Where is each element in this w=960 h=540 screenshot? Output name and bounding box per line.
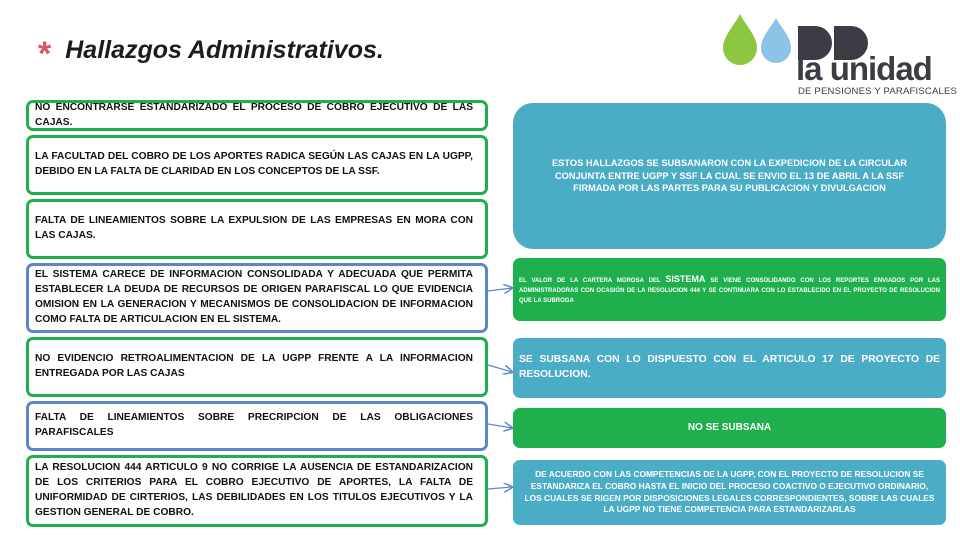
logo-wordmark: la unidad xyxy=(796,50,932,87)
finding-text-7: LA RESOLUCION 444 ARTICULO 9 NO CORRIGE LA AUSENCIA DE ESTANDARIZACION DE LOS CRITERIOS PARA EL COBRO EJECUTIVO DE APORTES, LA FALTA DE UNIFORMIDAD DE CIRTERIOS, LAS DEBILIDADES EN LOS TITULOS EJECUTIVOS Y LA GESTION GENERAL DE COBRO. xyxy=(35,462,473,518)
finding-box-2 xyxy=(26,135,488,195)
finding-box-3 xyxy=(26,199,488,259)
arrow-3 xyxy=(488,424,512,428)
response-box-4 xyxy=(513,408,946,448)
logo-subtitle: DE PENSIONES Y PARAFISCALES xyxy=(798,86,958,97)
finding-text-5: NO EVIDENCIO RETROALIMENTACION DE LA UGPP FRENTE A LA INFORMACION ENTREGADA POR LAS CAJAS xyxy=(35,353,473,379)
finding-box-1 xyxy=(26,100,488,131)
finding-text-3: FALTA DE LINEAMIENTOS SOBRE LA EXPULSION DE LAS EMPRESAS EN MORA CON LAS CAJAS. xyxy=(35,215,473,241)
finding-box-5 xyxy=(26,337,488,397)
finding-box-7 xyxy=(26,455,488,527)
arrow-2 xyxy=(488,365,512,372)
finding-box-4 xyxy=(26,263,488,333)
finding-text-1: NO ENCONTRARSE ESTANDARIZADO EL PROCESO DE COBRO EJECUTIVO DE LAS CAJAS. xyxy=(35,101,473,128)
asterisk-icon: * xyxy=(38,35,52,73)
response-box-2 xyxy=(513,258,946,321)
response-text-3: SE SUBSANA CON LO DISPUESTO CON EL ARTICULO 17 DE PROYECTO DE RESOLUCION. xyxy=(519,354,940,380)
response-text-4: NO SE SUBSANA xyxy=(687,422,772,434)
response-text-1: ESTOS HALLAZGOS SE SUBSANARON CON LA EXPEDICION DE LA CIRCULAR CONJUNTA ENTRE UGPP Y SSF LA CUAL SE ENVIO EL 13 DE ABRIL A LA SSF FIRMADA POR LAS PARTES PARA SU PUBLICACION Y DIVULGACION xyxy=(551,158,908,194)
slide-header xyxy=(38,30,384,73)
slide-title: Hallazgos Administrativos. xyxy=(65,35,384,64)
finding-text-6: FALTA DE LINEAMIENTOS SOBRE PRECRIPCION DE LAS OBLIGACIONES PARAFISCALES xyxy=(35,412,473,438)
arrow-4 xyxy=(488,487,512,489)
la-unidad-logo xyxy=(718,12,958,100)
finding-box-6 xyxy=(26,401,488,451)
response-box-1 xyxy=(513,103,946,249)
response-text-5: DE ACUERDO CON LAS COMPETENCIAS DE LA UGPP, CON EL PROYECTO DE RESOLUCION SE ESTANDARIZA EL COBRO HASTA EL INICIO DEL PROCESO COACTIVO O EJECUTIVO ORDINARIO, LOS CUALES SE RIGEN POR DISPOSICIONES LEGALES CORRESPONDIENTES, SOBRE LAS CUALES LA UGPP NO TIENE COMPETENCIA PARA ESTANDARIZARLAS xyxy=(524,468,935,515)
arrow-1 xyxy=(488,288,512,291)
finding-text-2: LA FACULTAD DEL COBRO DE LOS APORTES RADICA SEGÚN LAS CAJAS EN LA UGPP, DEBIDO EN LA FALTA DE CLARIDAD EN LOS CONCEPTOS DE LA SSF. xyxy=(35,151,473,177)
response-box-5 xyxy=(513,460,946,525)
response-text-2: EL VALOR DE LA CARTERA MOROSA DEL SISTEMA SE VIENE CONSOLIDANDO CON LOS REPORTES ENVIADOS POR LAS ADMINISTRADORAS CON OCASIÓN DE LA RESOLUCION 444 Y SE CONTINUARA CON LO ESTABLECIDO EN EL PROYECTO DE RESOLUCION QUE LA SUBROGA xyxy=(519,274,941,304)
finding-text-4: EL SISTEMA CARECE DE INFORMACION CONSOLIDADA Y ADECUADA QUE PERMITA ESTABLECER LA DEUDA DE RECURSOS DE ORIGEN PARAFISCAL LO QUE EVIDENCIA OMISION EN LA GENERACION Y MECANISMOS DE CONSOLIDACION DE INFORMACION COMO FALTA DE ARTICULACION EN EL SISTEMA. xyxy=(35,269,473,325)
response-box-3 xyxy=(513,338,946,398)
